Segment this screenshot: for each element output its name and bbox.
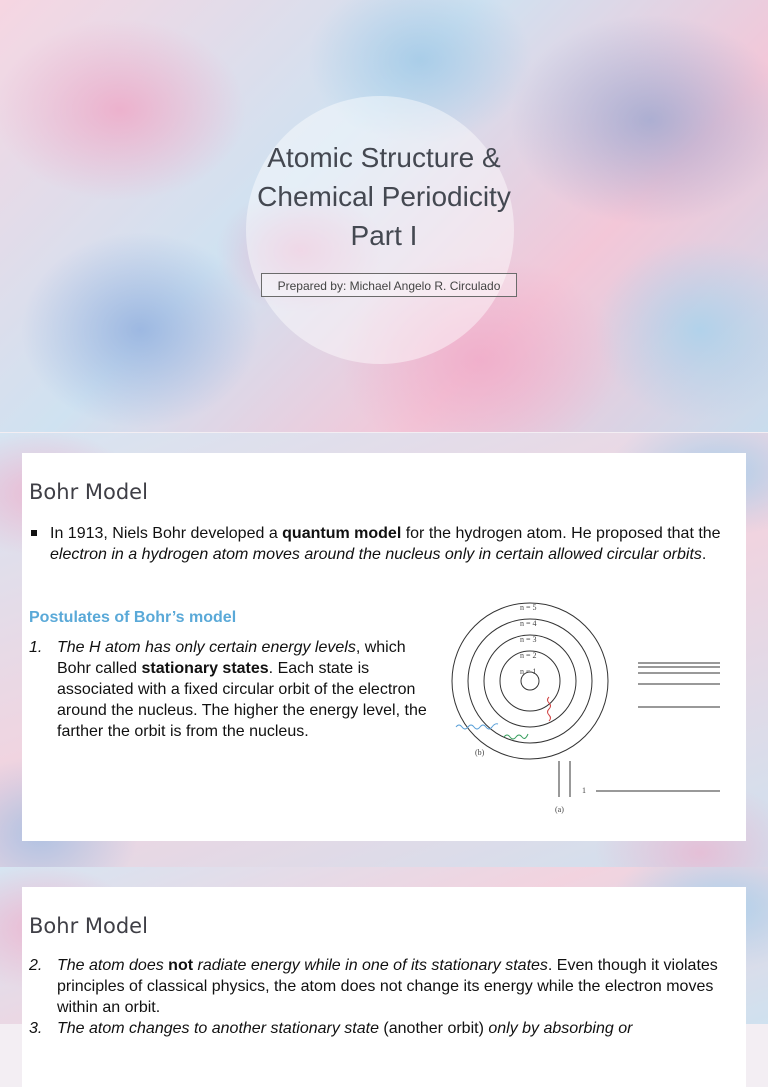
bullet-text: for the hydrogen atom. He proposed that the [401, 525, 721, 542]
title-line-2: Chemical Periodicity [257, 181, 511, 212]
slide-bohr-model-2 [0, 867, 768, 1037]
slide-content-panel [22, 887, 746, 1087]
title-slide [0, 0, 768, 432]
orbit-label-4: n = 4 [520, 619, 537, 628]
postulate-bold: not [168, 957, 194, 974]
bullet-bold: quantum model [282, 525, 402, 542]
orbit-3 [484, 635, 576, 727]
diagram-label-a: (a) [555, 805, 564, 814]
bullet-text: In 1913, Niels Bohr developed a [50, 525, 283, 542]
postulate-italic: only by absorbing or [488, 1020, 633, 1037]
postulate-bold: stationary states [141, 660, 269, 677]
orbit-label-2: n = 2 [520, 651, 537, 660]
slide-bohr-model-1 [0, 433, 768, 867]
postulate-italic: The atom does [57, 957, 169, 974]
postulate-italic: The atom changes to another stationary state [57, 1020, 379, 1037]
postulate-text: . Even though it violates principles of classical physics, the atom does not change its energy while the electron moves within an orbit. [57, 957, 718, 1016]
postulate-3 [29, 1018, 729, 1039]
slide-heading: Bohr Model [29, 480, 148, 504]
postulates-list [29, 955, 729, 1039]
list-number: 1. [29, 639, 43, 656]
orbit-label-1: n = 1 [520, 667, 537, 676]
author-credit: Prepared by: Michael Angelo R. Circulado [261, 273, 517, 297]
photon-wave-green [504, 734, 528, 739]
list-number: 3. [29, 1020, 43, 1037]
bullet-text: . [701, 546, 707, 563]
title-line-1: Atomic Structure & [267, 142, 501, 173]
orbit-label-5: n = 5 [520, 603, 537, 612]
bullet-square-icon [31, 530, 37, 536]
postulate-italic: radiate energy while in one of its stationary states [193, 957, 548, 974]
postulate-text: (another orbit) [378, 1020, 489, 1037]
photon-wave-red [548, 697, 551, 721]
slide-heading: Bohr Model [29, 914, 148, 938]
intro-bullet [29, 523, 729, 565]
orbit-label-3: n = 3 [520, 635, 537, 644]
postulate-text: . Each state is associated with a fixed circular orbit of the electron around the nucleus. The higher the energy level, the farther the orbit is from the nucleus. [57, 660, 427, 740]
list-number: 2. [29, 957, 43, 974]
presentation-title [184, 138, 584, 255]
slide-content-panel [22, 453, 746, 841]
bohr-orbit-diagram [448, 587, 738, 837]
postulate-1 [29, 637, 434, 742]
title-line-3: Part I [350, 220, 418, 251]
photon-wave-blue [456, 724, 498, 729]
postulate-text: , which Bohr called [57, 639, 406, 677]
postulate-italic: The H atom has only certain energy levels [57, 639, 356, 656]
orbit-2 [500, 651, 560, 711]
postulate-2 [29, 955, 729, 1018]
energy-level-number: 1 [582, 786, 586, 795]
postulates-heading: Postulates of Bohr’s model [29, 609, 237, 626]
diagram-label-b: (b) [475, 748, 485, 757]
bullet-italic: electron in a hydrogen atom moves around the nucleus only in certain allowed circular orbits [50, 546, 702, 563]
